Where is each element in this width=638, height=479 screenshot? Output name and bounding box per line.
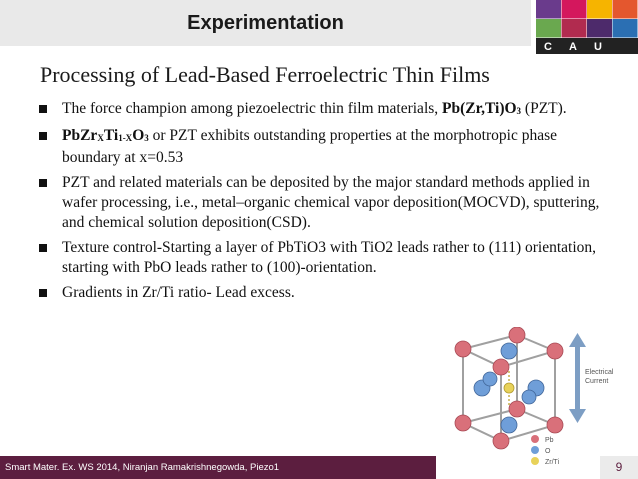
legend-o-dot [531,446,539,454]
slide-subtitle: Processing of Lead-Based Ferroelectric Thin Films [40,62,490,87]
logo-tile [536,0,561,19]
pzt-crystal-structure-figure [445,327,630,475]
bullet-item: The force champion among piezoelectric thin film materials, $Pb(Zr,Ti)O_3$ (PZT). [36,99,606,121]
zrti-atom [504,371,514,407]
bullet-item: $PbZr_XTi_{1-X}O_3$ or PZT exhibits outstanding properties at the morphotropic phase boundary at x=0.53 [36,126,606,168]
bullet-square-icon [39,289,47,297]
logo-tile [587,0,612,19]
logo-tile [613,0,638,19]
page-number: 9 [615,460,623,474]
bullet-item: Texture control-Starting a layer of PbTiO3 with TiO2 leads rather to (111) orientation, starting with PbO leads rather to (100)-orientation. [36,238,606,278]
logo-tile [562,0,587,19]
bullet-square-icon [39,179,47,187]
legend-pb-dot [531,435,539,443]
arrow-label-electrical: Electrical [585,369,614,376]
logo-tile [613,19,638,38]
header-bar [0,0,531,46]
bullet-list [36,99,606,308]
legend-pb-label: Pb [545,437,554,444]
bullet-square-icon [39,132,47,140]
bullet-item: Gradients in Zr/Ti ratio- Lead excess. [36,283,606,303]
slide-section-title: Experimentation [187,12,344,34]
footer-text: Smart Mater. Ex. WS 2014, Niranjan Ramakrishnegowda, Piezo1 [5,462,280,473]
legend-zrti-label: Zr/Ti [545,459,560,466]
bullet-item: PZT and related materials can be deposited by the major standard methods applied in wafer processing, i.e., metal–organic chemical vapor deposition(MOCVD), sputtering, and chemical solution deposition(CSD). [36,173,606,233]
cau-logo [536,0,638,60]
footer-bar [0,456,436,479]
logo-letter-a: A [569,41,577,53]
logo-tile [536,19,561,38]
logo-tile [587,19,612,38]
arrow-label-current: Current [585,378,609,385]
logo-tile [562,19,587,38]
bullet-square-icon [39,105,47,113]
page-number-box [600,456,638,479]
legend-o-label: O [545,448,551,455]
electrical-current-arrow-icon [569,333,586,423]
logo-letter-c: C [544,41,552,53]
bullet-square-icon [39,244,47,252]
legend-zrti-dot [531,457,539,465]
logo-letter-u: U [594,41,602,53]
